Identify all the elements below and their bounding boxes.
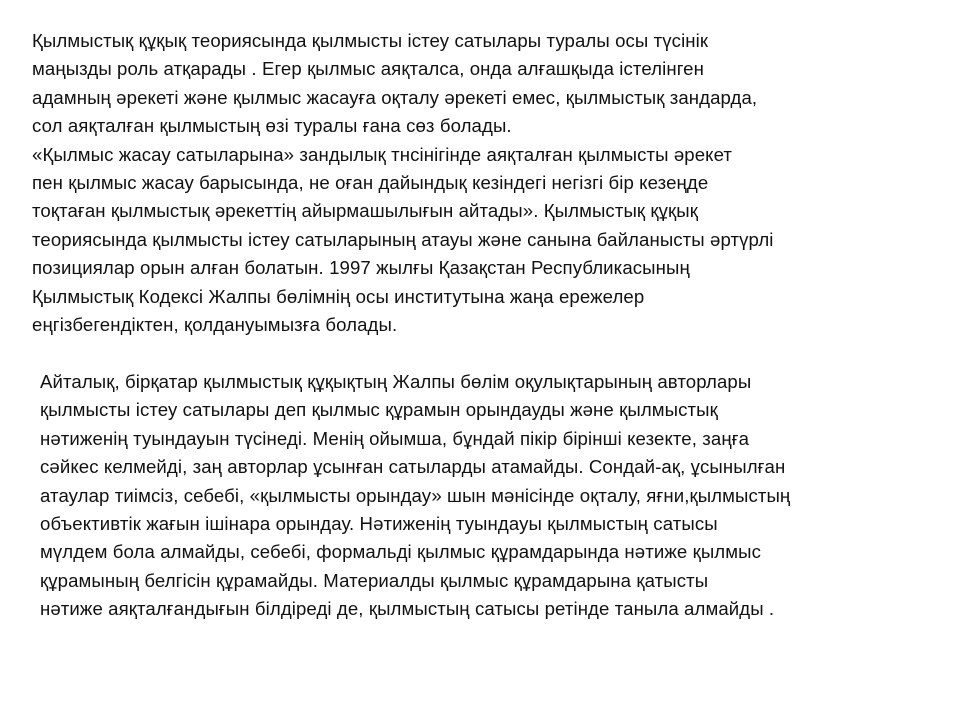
paragraph-1-line: адамның әрекеті және қылмыс жасауға оқталу әрекеті емес, қылмыстық зандарда, (32, 86, 758, 108)
paragraph-2-line: сәйкес келмейді, заң авторлар ұсынған сатыларды атамайды. Сондай-ақ, ұсынылған (40, 456, 786, 478)
paragraph-1-line: тоқтаған қылмыстық әрекеттің айырмашылығын айтады». Қылмыстық құқық (32, 200, 698, 222)
paragraph-1-line: пен қылмыс жасау барысында, не оған дайындық кезіндегі негізгі бір кезеңде (32, 171, 709, 193)
paragraph-2-line: құрамының белгісін құрамайды. Материалды қылмыс құрамдарына қатысты (40, 569, 709, 591)
paragraph-1-line: сол аяқталған қылмыстың өзі туралы ғана сөз болады. (32, 115, 512, 137)
paragraph-2-line: объективтік жағын ішінара орындау. Нәтиженің туындауы қылмыстың сатысы (40, 512, 718, 534)
paragraph-1-line: маңызды роль атқарады . Егер қылмыс аяқталса, онда алғашқыда істелінген (32, 58, 704, 80)
paragraph-2-line: атаулар тиімсіз, себебі, «қылмысты орындау» шын мәнісінде оқталу, яғни,қылмыстың (40, 484, 791, 506)
paragraph-2-line: қылмысты істеу сатылары деп қылмыс құрамын орындауды және қылмыстық (40, 399, 718, 421)
paragraph-1-line: Қылмыстық құқық теориясында қылмысты істеу сатылары туралы осы түсінік (32, 30, 709, 51)
paragraph-2-line: Айталық, бірқатар қылмыстық құқықтың Жалпы бөлім оқулықтарының авторлары (40, 371, 752, 392)
paragraph-2-line: нәтиженің туындауын түсінеді. Менің ойымша, бұндай пікір бірінші кезекте, заңға (40, 427, 750, 449)
paragraph-1-line: Қылмыстық Кодексі Жалпы бөлімнің осы институтына жаңа ережелер (32, 285, 645, 307)
paragraph-1-line: «Қылмыс жасау сатыларына» зандылық тнсінігінде аяқталған қылмысты әрекет (32, 143, 733, 165)
paragraph-1 (32, 27, 774, 339)
paragraph-2-line: мүлдем бола алмайды, себебі, формальді қылмыс құрамдарында нәтиже қылмыс (40, 541, 761, 563)
paragraph-2 (40, 368, 790, 624)
paragraph-2-line: нәтиже аяқталғандығын білдіреді де, қылмыстың сатысы ретінде танылa алмайды . (40, 598, 775, 620)
paragraph-1-line: теориясында қылмысты істеу сатыларының атауы және санына байланысты әртүрлі (32, 228, 774, 250)
paragraph-1-line: позициялар орын алған болатын. 1997 жылғы Қазақстан Республикасының (32, 257, 690, 279)
paragraph-1-line: еңгізбегендіктен, қолдануымызға болады. (32, 313, 398, 335)
